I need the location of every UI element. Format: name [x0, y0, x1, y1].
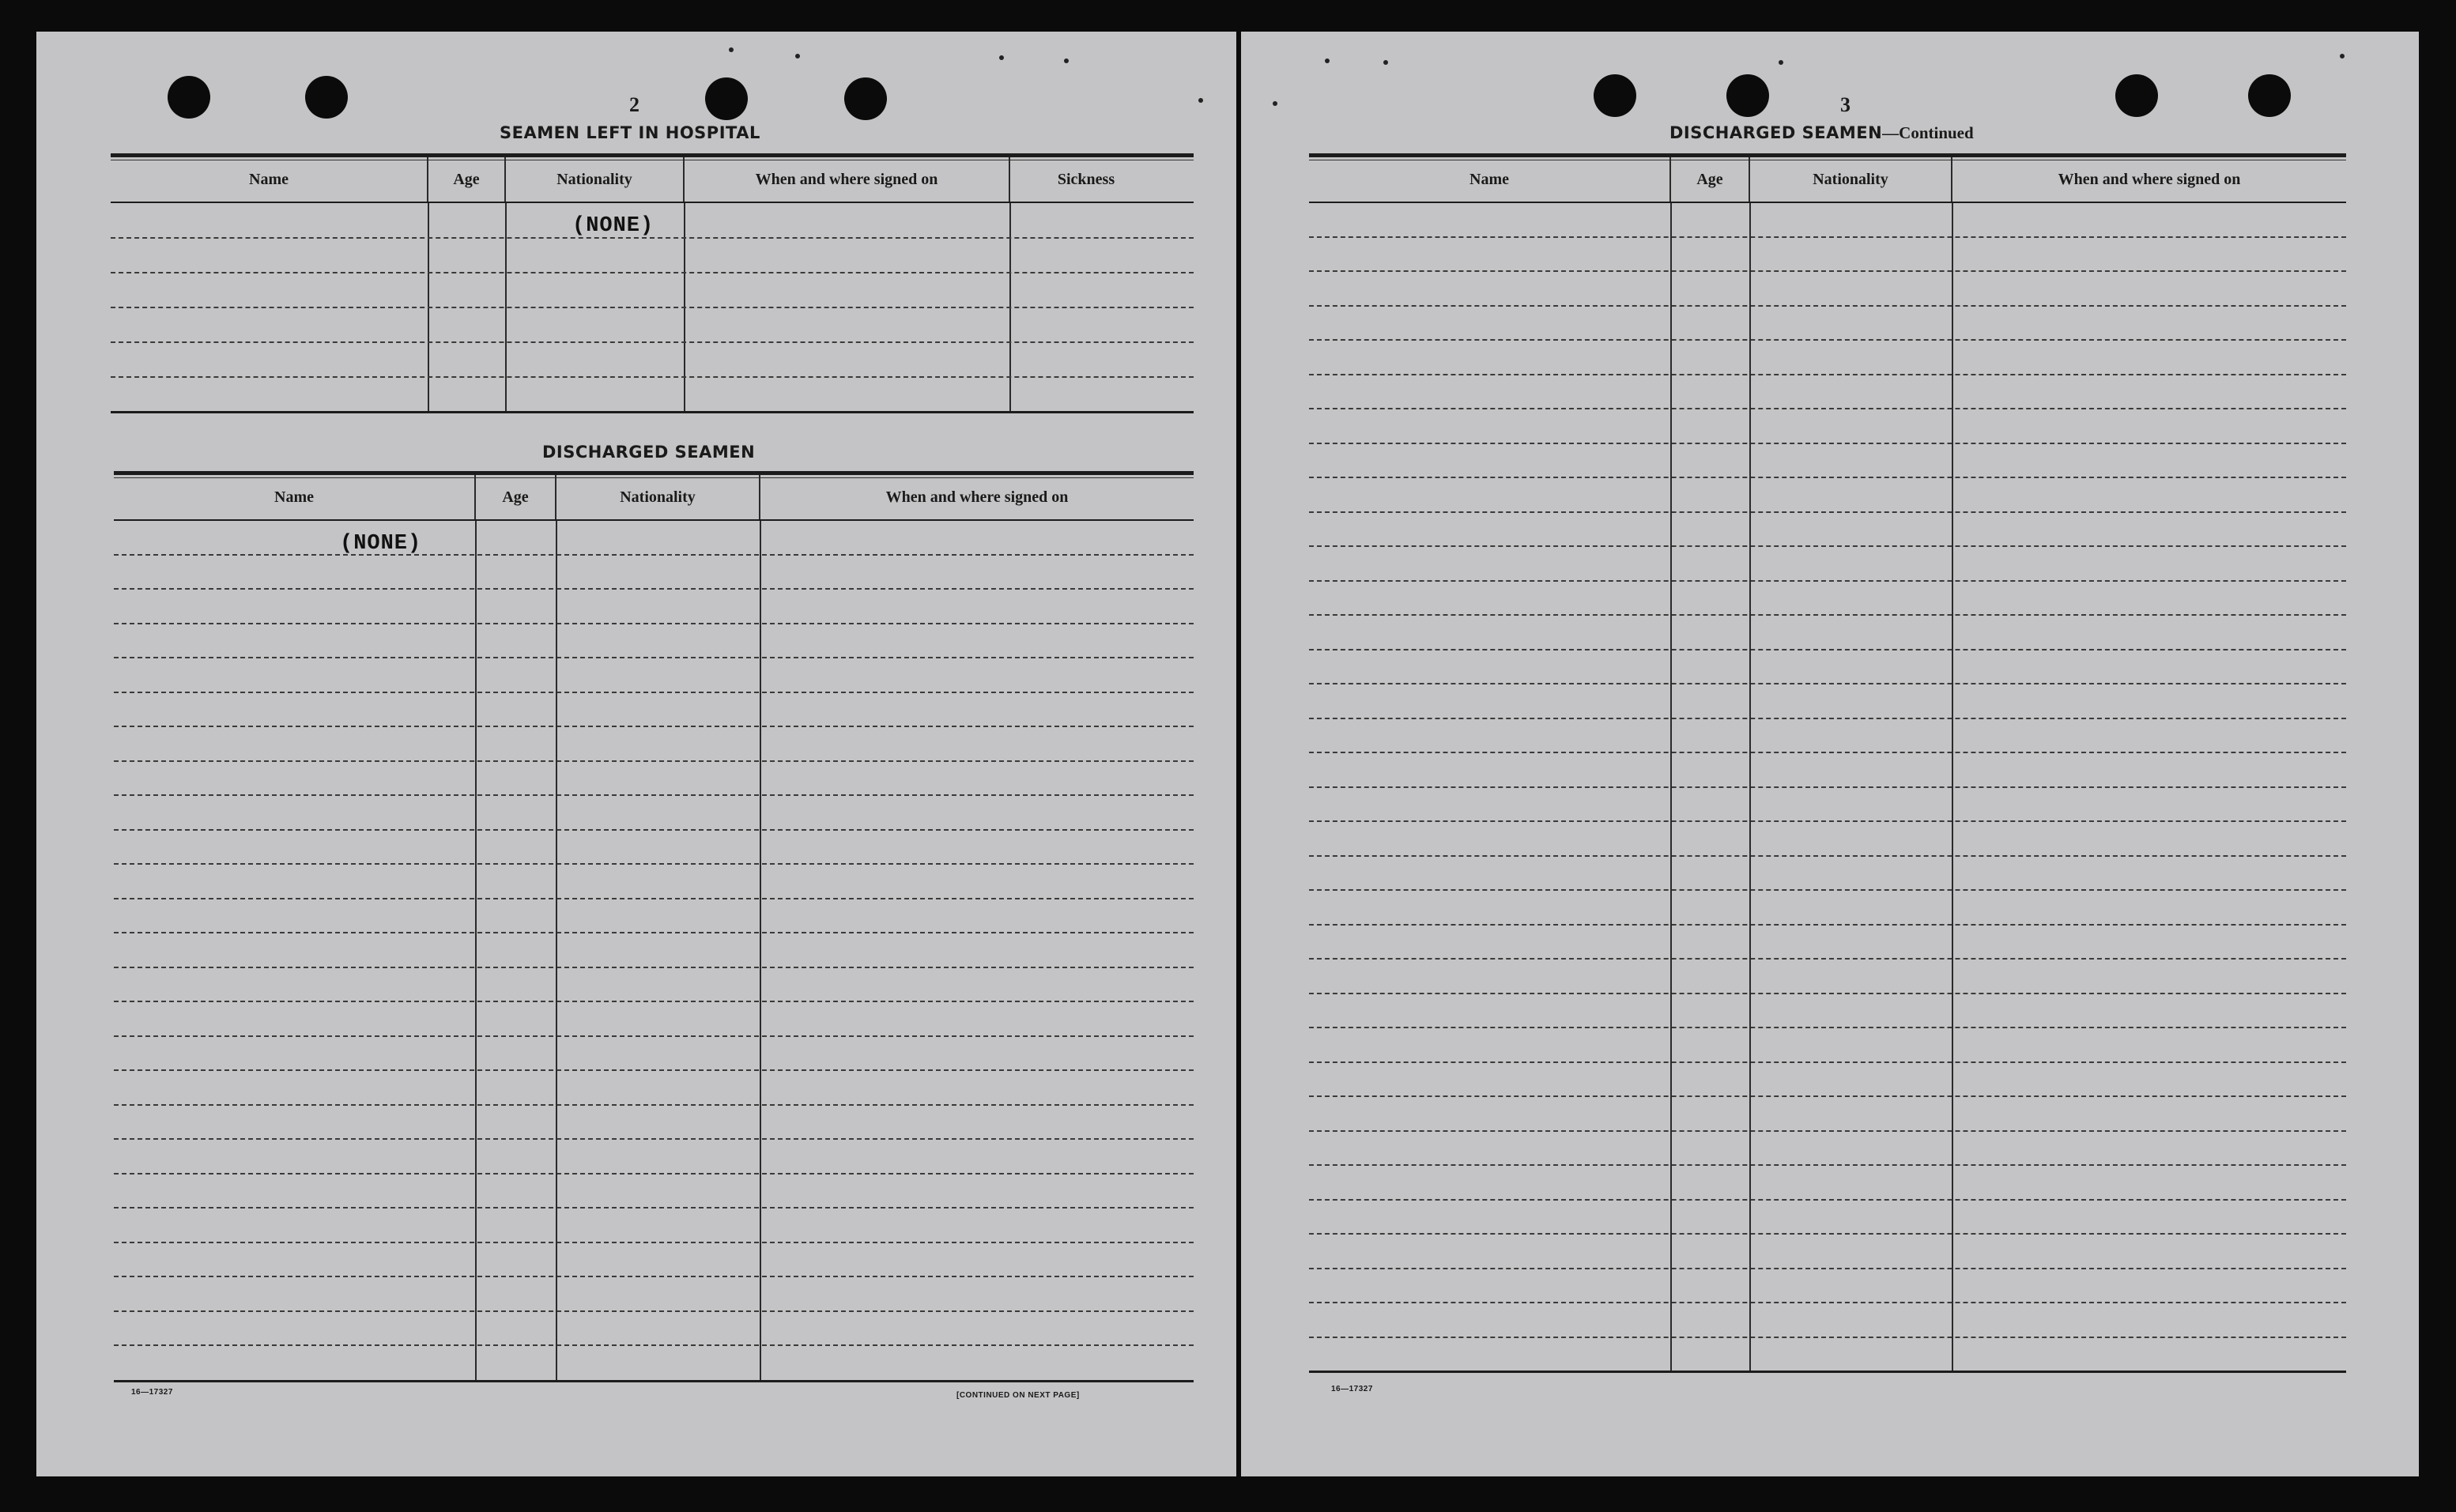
table-row	[1309, 547, 2346, 582]
table-row	[1309, 753, 2346, 788]
table-row	[1309, 822, 2346, 857]
punch-hole	[2248, 74, 2291, 117]
table-row	[114, 968, 1194, 1003]
col-header-age: Age	[1671, 157, 1750, 202]
column-rule	[760, 521, 761, 1382]
table-row	[1309, 341, 2346, 375]
table-bottom-rule	[111, 411, 1194, 413]
table-row	[114, 762, 1194, 797]
table-row	[114, 624, 1194, 659]
hospital-table-header	[111, 157, 1194, 203]
table-row	[1309, 788, 2346, 823]
table-row	[114, 521, 1194, 556]
table-row	[1309, 375, 2346, 410]
punch-hole	[1594, 74, 1636, 117]
table-row	[114, 1037, 1194, 1072]
punch-hole	[1726, 74, 1769, 117]
table-row	[1309, 238, 2346, 273]
table-row	[1309, 272, 2346, 307]
hospital-table-body	[111, 203, 1194, 413]
table-row	[1309, 1166, 2346, 1201]
form-number: 16—17327	[131, 1388, 173, 1397]
ink-speck	[795, 54, 800, 58]
table-row	[114, 865, 1194, 899]
table-row	[1309, 616, 2346, 650]
right-page	[1241, 32, 2419, 1476]
table-row	[114, 1071, 1194, 1106]
table-row	[1309, 1201, 2346, 1235]
col-header-nationality: Nationality	[556, 475, 760, 519]
column-rule	[1749, 203, 1751, 1373]
discharged-table	[114, 471, 1194, 1382]
table-row	[114, 1243, 1194, 1278]
left-page	[36, 32, 1236, 1476]
table-bottom-rule	[114, 1380, 1194, 1382]
table-row	[114, 1140, 1194, 1175]
form-number: 16—17327	[1331, 1385, 1373, 1393]
continued-suffix: —Continued	[1882, 123, 1974, 142]
table-row	[1309, 1063, 2346, 1098]
discharged-section-title: DISCHARGED SEAMEN	[542, 443, 756, 462]
table-row	[1309, 719, 2346, 754]
table-row	[114, 693, 1194, 728]
ink-speck	[1064, 58, 1069, 63]
hospital-section-title: SEAMEN LEFT IN HOSPITAL	[500, 123, 760, 142]
table-row	[111, 308, 1194, 343]
punch-hole	[844, 77, 887, 120]
table-row	[1309, 409, 2346, 444]
col-header-age: Age	[428, 157, 506, 202]
col-header-name: Name	[111, 157, 428, 202]
ink-speck	[1779, 60, 1783, 65]
page-number: 3	[1840, 93, 1850, 116]
table-row	[111, 273, 1194, 308]
punch-hole	[705, 77, 748, 120]
table-row	[114, 727, 1194, 762]
col-header-sickness: Sickness	[1057, 170, 1115, 188]
discharged-table-header	[114, 475, 1194, 521]
punch-hole	[305, 76, 348, 119]
table-row	[1309, 1235, 2346, 1269]
table-row	[1309, 1097, 2346, 1132]
table-row	[1309, 960, 2346, 994]
col-header-signed-on: When and where signed on	[2058, 170, 2241, 188]
continued-note: [CONTINUED ON NEXT PAGE]	[956, 1391, 1080, 1400]
typed-none-entry: (NONE)	[572, 214, 655, 238]
table-row	[1309, 650, 2346, 685]
table-row	[1309, 891, 2346, 926]
page-number: 2	[629, 93, 639, 116]
table-row	[114, 1002, 1194, 1037]
table-row	[114, 1106, 1194, 1141]
table-row	[114, 1208, 1194, 1243]
table-row	[1309, 478, 2346, 513]
hospital-table	[111, 153, 1194, 413]
table-row	[1309, 582, 2346, 616]
column-rule	[1670, 203, 1672, 1373]
table-bottom-rule	[1309, 1371, 2346, 1373]
table-row	[114, 831, 1194, 865]
col-header-nationality: Nationality	[506, 157, 685, 202]
ink-speck	[2340, 54, 2345, 58]
col-header-signed-on: When and where signed on	[685, 157, 1010, 202]
discharged-continued-body	[1309, 203, 2346, 1373]
col-header-name: Name	[114, 475, 476, 519]
table-row	[114, 590, 1194, 624]
ink-speck	[1325, 58, 1330, 63]
column-rule	[475, 521, 477, 1382]
column-rule	[556, 521, 557, 1382]
table-row	[1309, 926, 2346, 960]
ink-speck	[1273, 101, 1277, 106]
table-row	[114, 899, 1194, 934]
table-row	[114, 1175, 1194, 1209]
table-row	[1309, 857, 2346, 892]
table-row	[114, 1277, 1194, 1312]
table-row	[114, 556, 1194, 590]
table-row	[111, 343, 1194, 378]
table-row	[1309, 1269, 2346, 1304]
table-row	[1309, 307, 2346, 341]
table-row	[114, 933, 1194, 968]
table-row	[111, 239, 1194, 273]
punch-hole	[168, 76, 210, 119]
table-row	[114, 796, 1194, 831]
col-header-signed-on: When and where signed on	[885, 488, 1069, 506]
table-row	[1309, 203, 2346, 238]
col-header-nationality: Nationality	[1750, 157, 1952, 202]
discharged-continued-table	[1309, 153, 2346, 1373]
table-row	[1309, 1303, 2346, 1338]
table-row	[1309, 513, 2346, 548]
table-row	[1309, 444, 2346, 479]
ink-speck	[1198, 98, 1203, 103]
discharged-continued-header	[1309, 157, 2346, 203]
discharged-continued-title-main: DISCHARGED SEAMEN	[1669, 123, 1883, 142]
table-row	[1309, 684, 2346, 719]
table-row	[1309, 1132, 2346, 1167]
table-row	[1309, 1028, 2346, 1063]
col-header-age: Age	[476, 475, 556, 519]
typed-none-entry: (NONE)	[340, 532, 422, 556]
table-row	[114, 1312, 1194, 1347]
col-header-name: Name	[1309, 157, 1671, 202]
ink-speck	[999, 55, 1004, 60]
column-rule	[1952, 203, 1953, 1373]
ink-speck	[729, 47, 734, 52]
discharged-table-body	[114, 521, 1194, 1382]
punch-hole	[2115, 74, 2158, 117]
discharged-continued-title	[1669, 123, 1974, 143]
ink-speck	[1383, 60, 1388, 65]
table-row	[114, 658, 1194, 693]
table-row	[1309, 994, 2346, 1029]
